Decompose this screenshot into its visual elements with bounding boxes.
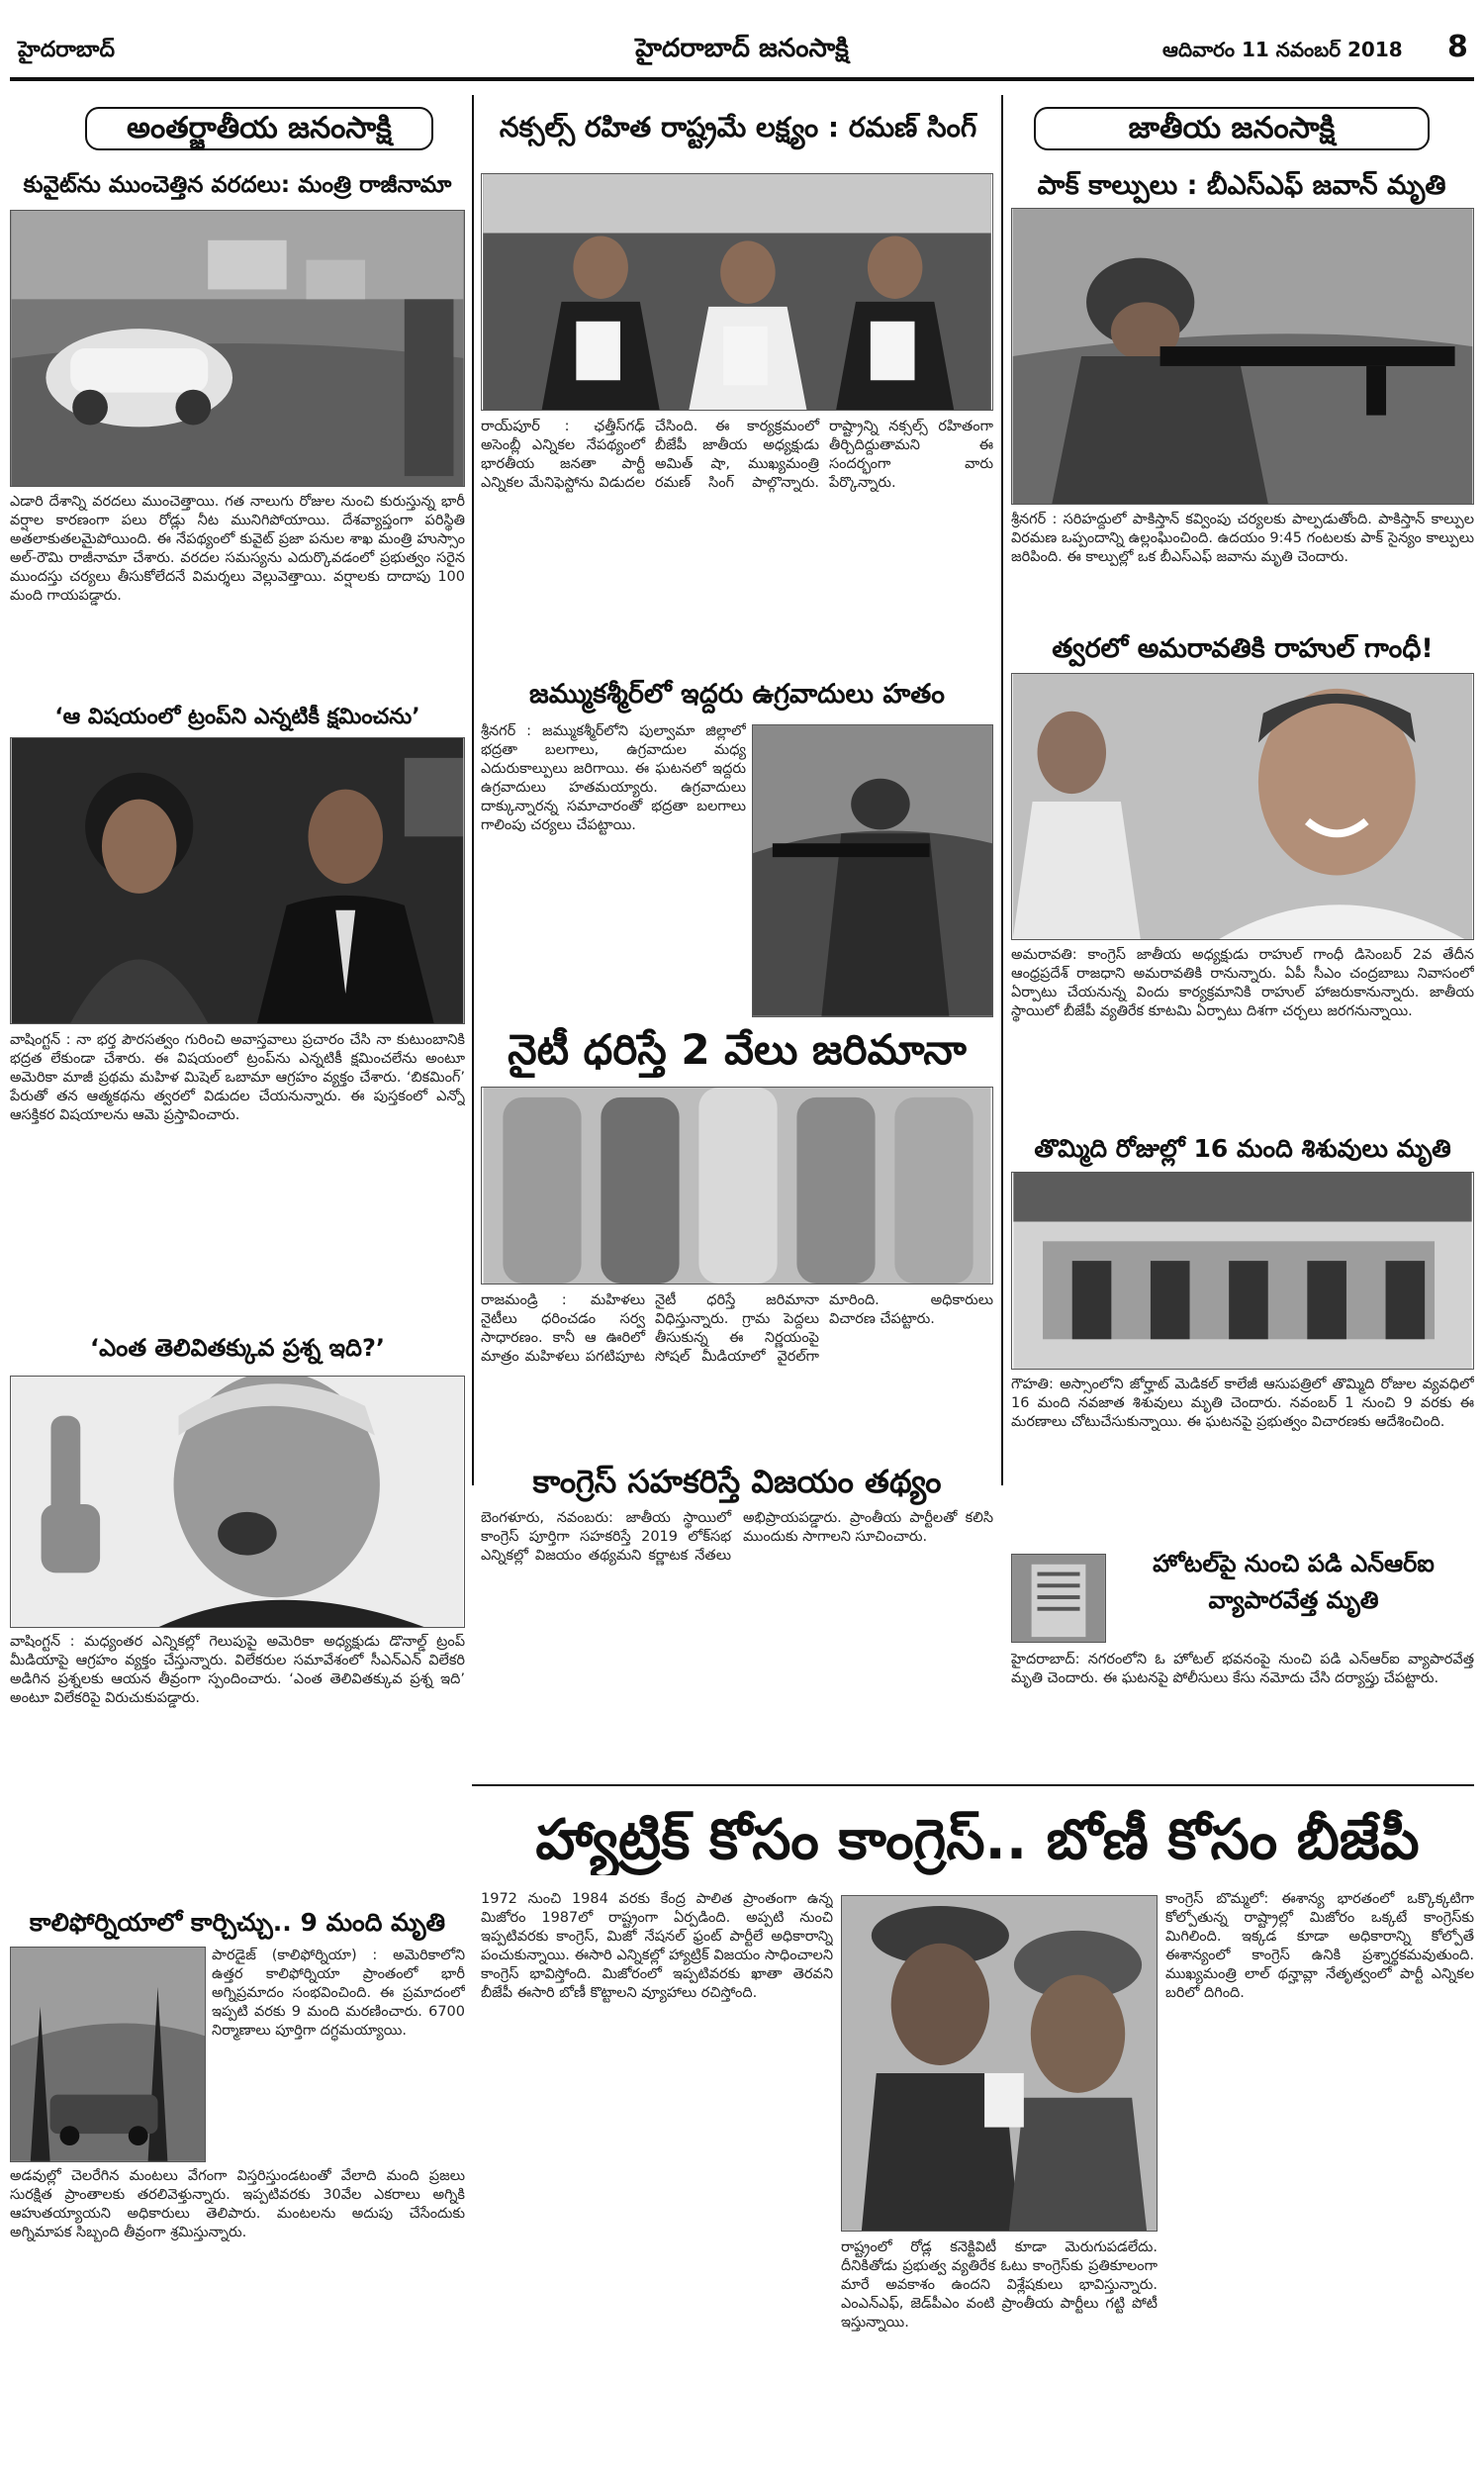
headline-kuwait: కువైట్‌ను ముంచెత్తిన వరదలు: మంత్రి రాజీనామా — [23, 172, 452, 198]
bsf-soldier-photo — [1011, 208, 1474, 505]
article-kashmir-body: శ్రీనగర్‌ : జమ్ముకశ్మీర్‌లోని పుల్వామా జిల్లాలో భద్రతా బలగాలు, ఉగ్రవాదుల మధ్య ఎదురుకాల్పులు జరిగాయి. ఈ ఘటనలో ఇద్దరు ఉగ్రవాదులు హతమయ్యారు. ఉగ్రవాదులు దాక్కున్నారన్న సమాచారంతో భద్రతా బలగాలు గాలింపు చర్యలు చేపట్టాయి. — [481, 723, 746, 833]
headline-nighty: నైటీ ధరిస్తే 2 వేలు జరిమానా — [508, 1025, 967, 1074]
hotel-photo — [1011, 1554, 1106, 1643]
headline-rahul: త్వరలో అమరావతికి రాహుల్‌ గాంధీ! — [1052, 633, 1434, 664]
article-mizoram-col3: కాంగ్రెస్‌ బొమ్మలో: ఈశాన్య భారతంలో ఒక్కొక్కటిగా కోల్పోతున్న రాష్ట్రాల్లో మిజోరం ఒక్కటే కాంగ్రెస్‌కు మిగిలింది. ఇక్కడ కూడా అధికారాన్ని కోల్పోతే ఈశాన్యంలో కాంగ్రెస్‌ ఉనికి ప్రశ్నార్థకమవుతుంది. ముఖ్యమంత్రి లాల్‌ థన్హావ్లా నేతృత్వంలో పార్టీ ఎన్నికల బరిలో దిగింది. — [1165, 1891, 1474, 2001]
headline-raman-singh: నక్సల్స్‌ రహిత రాష్ట్రమే లక్ష్యం : రమణ్‌ సింగ్‌ — [499, 111, 977, 143]
headline-congress-support: కాంగ్రెస్‌ సహకరిస్తే విజయం తథ్యం — [532, 1463, 942, 1500]
article-bsf-body: శ్రీనగర్‌ : సరిహద్దులో పాకిస్తాన్‌ కవ్వింపు చర్యలకు పాల్పడుతోంది. పాకిస్తాన్‌ కాల్పుల విరమణ ఒప్పందాన్ని ఉల్లంఘించింది. ఉదయం 9:45 గంటలకు పాక్‌ సైన్యం కాల్పులు జరిపింది. ఈ కాల్పుల్లో ఒక బీఎస్‌ఎఫ్‌ జవాను మృతి చెందారు. — [1011, 512, 1474, 565]
headline-nri-a: హోటల్‌పై నుంచి పడి ఎన్‌ఆర్‌ఐ — [1153, 1550, 1435, 1577]
article-michelle-body: వాషింగ్టన్‌ : నా భర్త పౌరసత్వం గురించి అవాస్తవాలు ప్రచారం చేసి నా కుటుంబానికి భద్రత లేకుండా చేశారు. ఈ విషయంలో ట్రంప్‌ను ఎన్నటికీ క్షమించలేను అంటూ అమెరికా మాజీ ప్రథమ మహిళ మిషెల్‌ ఒబామా ఆగ్రహం వ్యక్తం చేశారు. ‘బికమింగ్‌’ పేరుతో తన ఆత్మకథను త్వరలో విడుదల చేయనున్నారు. ఈ పుస్తకంలో ఎన్నో ఆసక్తికర విషయాలను ఆమె ప్రస్తావించారు. — [10, 1032, 465, 1123]
masthead-city: హైదరాబాద్ — [18, 38, 115, 62]
headline-michelle: ‘ఆ విషయంలో ట్రంప్‌ని ఎన్నటికీ క్షమించను’ — [54, 705, 420, 729]
nighty-photo — [481, 1087, 993, 1285]
rahul-photo — [1011, 673, 1474, 940]
mizoram-voters-photo — [841, 1895, 1158, 2232]
headline-kashmir: జమ్ముకశ్మీర్‌లో ఇద్దరు ఉగ్రవాదులు హతం — [529, 679, 945, 710]
article-california-body-b: అడవుల్లో చెలరేగిన మంటలు వేగంగా విస్తరిస్తుండటంతో వేలాది మంది ప్రజలు సురక్షిత ప్రాంతాలకు తరలివెళ్తున్నారు. ఇప్పటివరకు 30వేల ఎకరాలు అగ్నికి ఆహుతయ్యాయని అధికారులు తెలిపారు. మంటలను అదుపు చేసేందుకు అగ్నిమాపక సిబ్బంది తీవ్రంగా శ్రమిస్తున్నారు. — [10, 2168, 465, 2240]
headline-infants: తొమ్మిది రోజుల్లో 16 మంది శిశువులు మృతి — [1034, 1134, 1451, 1163]
flood-photo — [10, 210, 465, 487]
masthead-title: హైదరాబాద్ జనంసాక్షి — [635, 34, 849, 63]
page-number: 8 — [1447, 30, 1468, 64]
column-divider — [472, 95, 474, 1485]
column-divider — [1001, 95, 1003, 1485]
headline-nri-b: వ్యాపారవేత్త మృతి — [1208, 1586, 1379, 1614]
article-raman-singh-body: రాయ్‌పూర్‌ : ఛత్తీస్‌గఢ్‌ అసెంబ్లీ ఎన్నికల నేపథ్యంలో భారతీయ జనతా పార్టీ ఎన్నికల మేనిఫెస్టోను విడుదల చేసింది. ఈ కార్యక్రమంలో బీజేపీ జాతీయ అధ్యక్షుడు అమిత్‌ షా, ముఖ్యమంత్రి రమణ్‌ సింగ్‌ పాల్గొన్నారు. రాష్ట్రాన్ని నక్సల్స్‌ రహితంగా తీర్చిదిద్దుతామని ఈ సందర్భంగా వారు పేర్కొన్నారు. — [481, 419, 993, 491]
article-congress-support-body: బెంగళూరు, నవంబరు: జాతీయ స్థాయిలో కాంగ్రెస్‌ పూర్తిగా సహకరిస్తే 2019 లోక్‌సభ ఎన్నికల్లో విజయం తథ్యమని కర్ణాటక నేతలు అభిప్రాయపడ్డారు. ప్రాంతీయ పార్టీలతో కలిసి ముందుకు సాగాలని సూచించారు. — [481, 1510, 993, 1564]
section-national: జాతీయ జనంసాక్షి — [1034, 107, 1430, 150]
article-mizoram-col1: 1972 నుంచి 1984 వరకు కేంద్ర పాలిత ప్రాంతంగా ఉన్న మిజోరం 1987లో రాష్ట్రంగా ఏర్పడింది. అప్పటి నుంచి ఇప్పటివరకు కాంగ్రెస్‌, మిజో నేషనల్‌ ఫ్రంట్‌ పార్టీలే అధికారాన్ని పంచుకున్నాయి. ఈసారి ఎన్నికల్లో హ్యాట్రిక్‌ విజయం సాధించాలని కాంగ్రెస్‌ భావిస్తోంది. మిజోరంలో ఇప్పటివరకు ఖాతా తెరవని బీజేపీ ఈసారి బోణీ కొట్టాలని వ్యూహాలు రచిస్తోంది. — [481, 1891, 833, 2001]
bjp-manifesto-photo — [481, 173, 993, 411]
article-nighty-body: రాజమండ్రి : మహిళలు నైటీలు ధరించడం సర్వ సాధారణం. కానీ ఆ ఊరిలో మాత్రం మహిళలు పగటిపూట నైటీ ధరిస్తే జరిమానా విధిస్తున్నారు. గ్రామ పెద్దలు తీసుకున్న ఈ నిర్ణయంపై సోషల్‌ మీడియాలో వైరల్‌గా మారింది. అధికారులు విచారణ చేపట్టారు. — [481, 1292, 993, 1365]
headline-california: కాలిఫోర్నియాలో కార్చిచ్చు.. 9 మంది మృతి — [29, 1908, 446, 1937]
article-california-body-a: పారడైజ్‌ (కాలిఫోర్నియా) : అమెరికాలోని ఉత్తర కాలిఫోర్నియా ప్రాంతంలో భారీ అగ్నిప్రమాదం సంభవించింది. ఈ ప్రమాదంలో ఇప్పటి వరకు 9 మంది మరణించారు. 6700 నిర్మాణాలు పూర్తిగా దగ్ధమయ్యాయి. — [212, 1948, 465, 2039]
article-mizoram-col2: రాష్ట్రంలో రోడ్ల కనెక్టివిటీ కూడా మెరుగుపడలేదు. దీనికితోడు ప్రభుత్వ వ్యతిరేక ఓటు కాంగ్రెస్‌కు ప్రతికూలంగా మారే అవకాశం ఉందని విశ్లేషకులు భావిస్తున్నారు. ఎంఎన్‌ఎఫ్‌, జెడ్‌పీఎం వంటి ప్రాంతీయ పార్టీలు గట్టి పోటీ ఇస్తున్నాయి. — [841, 2239, 1158, 2331]
kashmir-soldier-photo — [752, 724, 993, 1017]
section-international: అంతర్జాతీయ జనంసాక్షి — [85, 107, 433, 150]
article-nri-body: హైదరాబాద్‌: నగరంలోని ఓ హోటల్‌ భవనంపై నుంచి పడి ఎన్‌ఆర్‌ఐ వ్యాపారవేత్త మృతి చెందారు. ఈ ఘటనపై పోలీసులు కేసు నమోదు చేసి దర్యాప్తు చేపట్టారు. — [1011, 1652, 1474, 1686]
masthead-date: ఆదివారం 11 నవంబర్ 2018 — [1162, 38, 1403, 61]
wildfire-photo — [10, 1947, 206, 2162]
hospital-photo — [1011, 1172, 1474, 1370]
obama-photo — [10, 737, 465, 1024]
article-trump-body: వాషింగ్టన్‌ : మధ్యంతర ఎన్నికల్లో గెలుపుపై అమెరికా అధ్యక్షుడు డొనాల్డ్‌ ట్రంప్‌ మీడియాపై ఆగ్రహం వ్యక్తం చేస్తున్నారు. విలేకరుల సమావేశంలో సీఎన్‌ఎన్‌ విలేకరి అడిగిన ప్రశ్నలకు ఆయన తీవ్రంగా స్పందించారు. ‘ఎంత తెలివితక్కువ ప్రశ్న ఇది’ అంటూ విలేకరిపై విరుచుకుపడ్డారు. — [10, 1634, 465, 1706]
bottom-rule — [472, 1784, 1474, 1786]
article-nri-intro — [1113, 1623, 1474, 1653]
trump-photo — [10, 1376, 465, 1628]
article-rahul-body: అమరావతి: కాంగ్రెస్‌ జాతీయ అధ్యక్షుడు రాహుల్‌ గాంధీ డిసెంబర్‌ 2వ తేదీన ఆంధ్రప్రదేశ్‌ రాజధాని అమరావతికి రానున్నారు. ఏపీ సీఎం చంద్రబాబు నివాసంలో ఏర్పాటు చేయనున్న విందు కార్యక్రమానికి రాహుల్‌ హాజరుకానున్నారు. జాతీయ స్థాయిలో బీజేపీ వ్యతిరేక కూటమి ఏర్పాటు దిశగా చర్చలు జరగనున్నాయి. — [1011, 947, 1474, 1019]
headline-mizoram: హ్యాట్రిక్‌ కోసం కాంగ్రెస్‌.. బోణీ కోసం బీజేపీ — [535, 1808, 1420, 1872]
masthead-rule — [10, 77, 1474, 81]
article-infants-body: గౌహతి: అస్సాంలోని జోర్హాట్‌ మెడికల్‌ కాలేజీ ఆసుపత్రిలో తొమ్మిది రోజుల వ్యవధిలో 16 మంది నవజాత శిశువులు మృతి చెందారు. నవంబర్‌ 1 నుంచి 9 వరకు ఈ మరణాలు చోటుచేసుకున్నాయి. ఈ ఘటనపై ప్రభుత్వం విచారణకు ఆదేశించింది. — [1011, 1377, 1474, 1430]
headline-trump: ‘ఎంత తెలివితక్కువ ప్రశ్న ఇది?’ — [89, 1334, 386, 1362]
headline-bsf: పాక్‌ కాల్పులు : బీఎస్‌ఎఫ్‌ జవాన్‌ మృతి — [1037, 170, 1446, 201]
article-kuwait-body: ఎడారి దేశాన్ని వరదలు ముంచెత్తాయి. గత నాలుగు రోజుల నుంచి కురుస్తున్న భారీ వర్షాల కారణంగా పలు రోడ్లు నీట మునిగిపోయాయి. దేశవ్యాప్తంగా పరిస్థితి అతలాకుతలమైపోయింది. ఈ నేపథ్యంలో కువైట్ ప్రజా పనుల శాఖ మంత్రి హుస్సాం అల్‌-రౌమి రాజీనామా చేశారు. వరదల సమస్యను ఎదుర్కొవడంలో ప్రభుత్వం సరైన ముందస్తు చర్యలు తీసుకోలేదనే విమర్శలు వెల్లువెత్తాయి. వర్షాలకు దాదాపు 100 మంది గాయపడ్డారు. — [10, 494, 465, 604]
